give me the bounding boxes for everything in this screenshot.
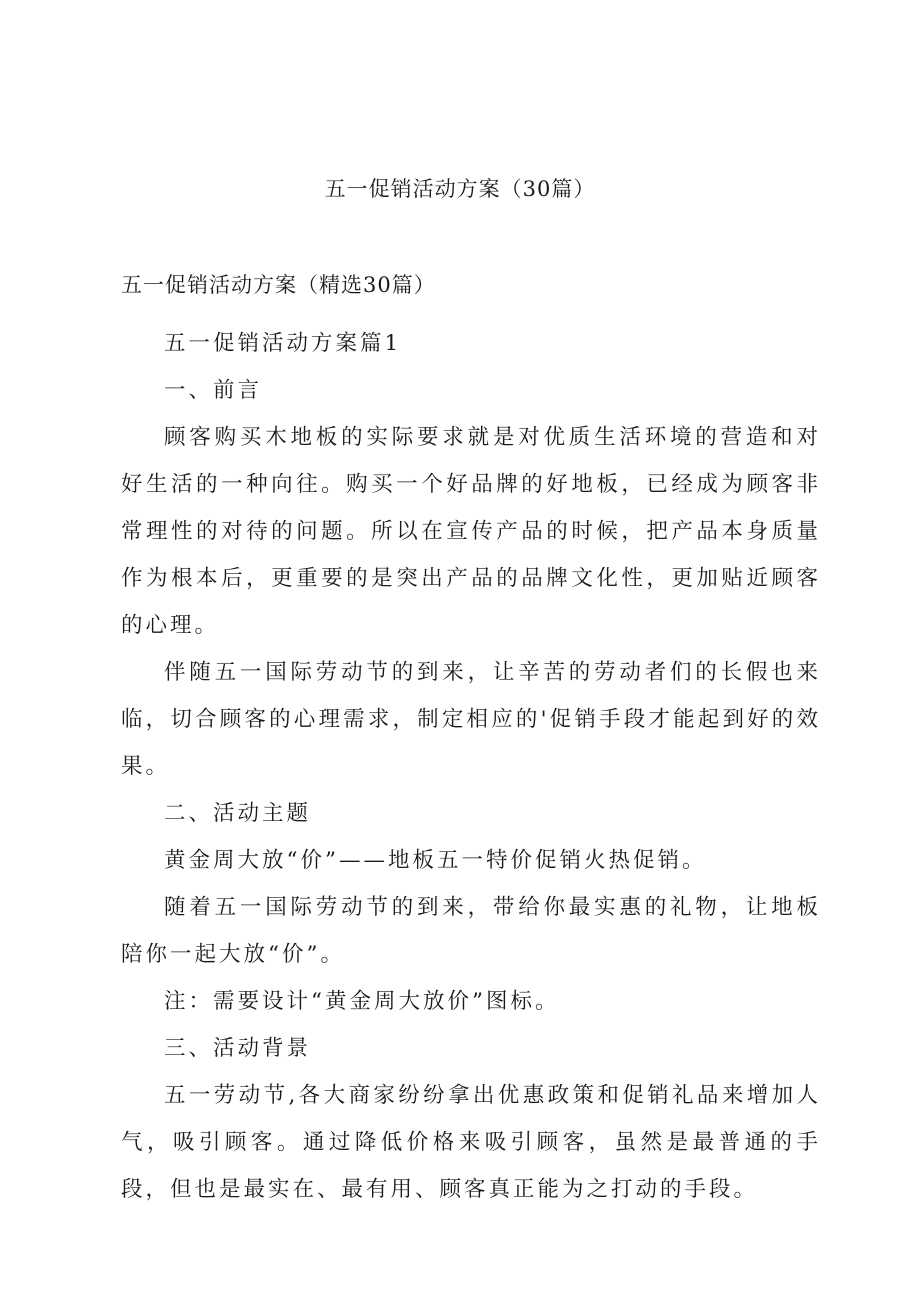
section-heading: 一、前言 (164, 378, 263, 403)
paragraph: 随着五一国际劳动节的到来，带给你最实惠的礼物，让地板陪你一起大放“价”。 (121, 895, 821, 967)
paragraph: 黄金周大放“价”——地板五一特价促销火热促销。 (164, 848, 707, 873)
document-title: 五一促销活动方案（30篇） (324, 177, 596, 201)
document-subtitle: 五一促销活动方案（精选30篇） (121, 273, 436, 297)
document-body (121, 320, 821, 1213)
section-heading: 五一促销活动方案篇1 (164, 331, 402, 356)
paragraph: 顾客购买木地板的实际要求就是对优质生活环境的营造和对好生活的一种向往。购买一个好品牌的好地板，已经成为顾客非常理性的对待的问题。所以在宣传产品的时候，把产品本身质量作为根本后，更重要的是突出产品的品牌文化性，更加贴近顾客的心理。 (121, 425, 821, 638)
paragraph: 注：需要设计“黄金周大放价”图标。 (164, 989, 560, 1014)
paragraph: 五一劳动节,各大商家纷纷拿出优惠政策和促销礼品来增加人气，吸引顾客。通过降低价格来吸引顾客，虽然是最普通的手段，但也是最实在、最有用、顾客真正能为之打动的手段。 (121, 1083, 821, 1202)
section-heading: 二、活动主题 (164, 801, 312, 826)
paragraph: 伴随五一国际劳动节的到来，让辛苦的劳动者们的长假也来临，切合顾客的心理需求，制定相应的'促销手段才能起到好的效果。 (121, 660, 821, 779)
section-heading: 三、活动背景 (164, 1036, 312, 1061)
